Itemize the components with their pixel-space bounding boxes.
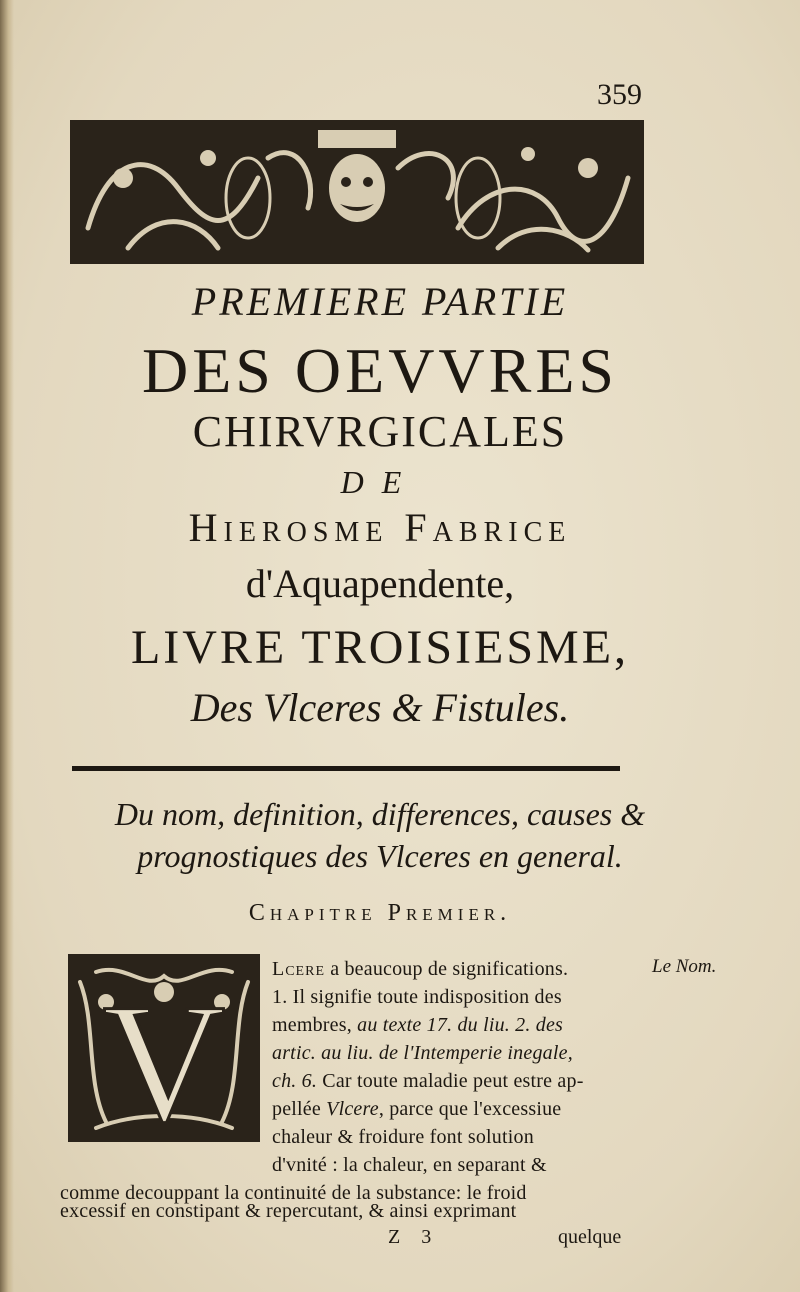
text-fragment: a beaucoup de significations. xyxy=(325,958,569,980)
text-fragment: membres, xyxy=(272,1014,358,1036)
margin-note: Le Nom. xyxy=(652,956,717,977)
text-fragment: pellée xyxy=(272,1098,327,1120)
text-fragment: , parce que l'excessiue xyxy=(378,1098,562,1120)
signature-mark: Z 3 xyxy=(388,1226,440,1248)
chapter-heading-line-1: Du nom, definition, differences, causes & xyxy=(114,796,646,832)
chapter-number: Chapitre Premier. xyxy=(248,900,512,926)
decorated-initial-v-icon xyxy=(66,952,262,1144)
title-rule xyxy=(72,766,620,771)
author-name: Hierosme Fabrice xyxy=(188,505,572,550)
text-line-1 xyxy=(272,958,568,981)
text-line-2: 1. Il signifie toute indisposition des xyxy=(272,986,562,1008)
text-line-5 xyxy=(272,1070,584,1093)
opening-word: Lcere xyxy=(272,958,325,980)
reference-italic: au texte 17. du liu. 2. des xyxy=(357,1014,564,1036)
text-line-10: excessif en constipant & repercutant, & ainsi exprimant xyxy=(60,1200,517,1222)
page-number: 359 xyxy=(597,78,642,111)
headpiece-ornament-icon xyxy=(68,118,646,266)
author-origin: d'Aquapendente, xyxy=(245,561,515,606)
text-fragment: Car toute maladie peut estre ap- xyxy=(317,1070,584,1092)
text-line-9: comme decouppant la continuité de la substance: le froid xyxy=(60,1182,527,1204)
text-line-8: d'vnité : la chaleur, en separant & xyxy=(272,1154,547,1176)
title-line-3: CHIRVRGICALES xyxy=(192,407,568,456)
text-line-3 xyxy=(272,1014,563,1037)
text-line-6 xyxy=(272,1098,561,1121)
catchword: quelque xyxy=(558,1226,622,1248)
reference-italic: artic. au liu. de l'Intemperie inegale, xyxy=(272,1042,573,1064)
title-line-2: DES OEVVRES xyxy=(141,335,619,406)
book-number: LIVRE TROISIESME, xyxy=(130,621,630,674)
title-line-4: DE xyxy=(340,464,420,500)
reference-italic: ch. 6. xyxy=(272,1070,318,1092)
book-subject: Des Vlceres & Fistules. xyxy=(190,685,570,730)
text-line-4 xyxy=(272,1042,573,1065)
svg-text:V: V xyxy=(102,969,226,1144)
title-line-1: PREMIERE PARTIE xyxy=(191,279,569,324)
term-italic: Vlcere xyxy=(326,1098,379,1120)
chapter-heading-line-2: prognostiques des Vlceres en general. xyxy=(137,838,623,874)
text-line-7: chaleur & froidure font solution xyxy=(272,1126,534,1148)
